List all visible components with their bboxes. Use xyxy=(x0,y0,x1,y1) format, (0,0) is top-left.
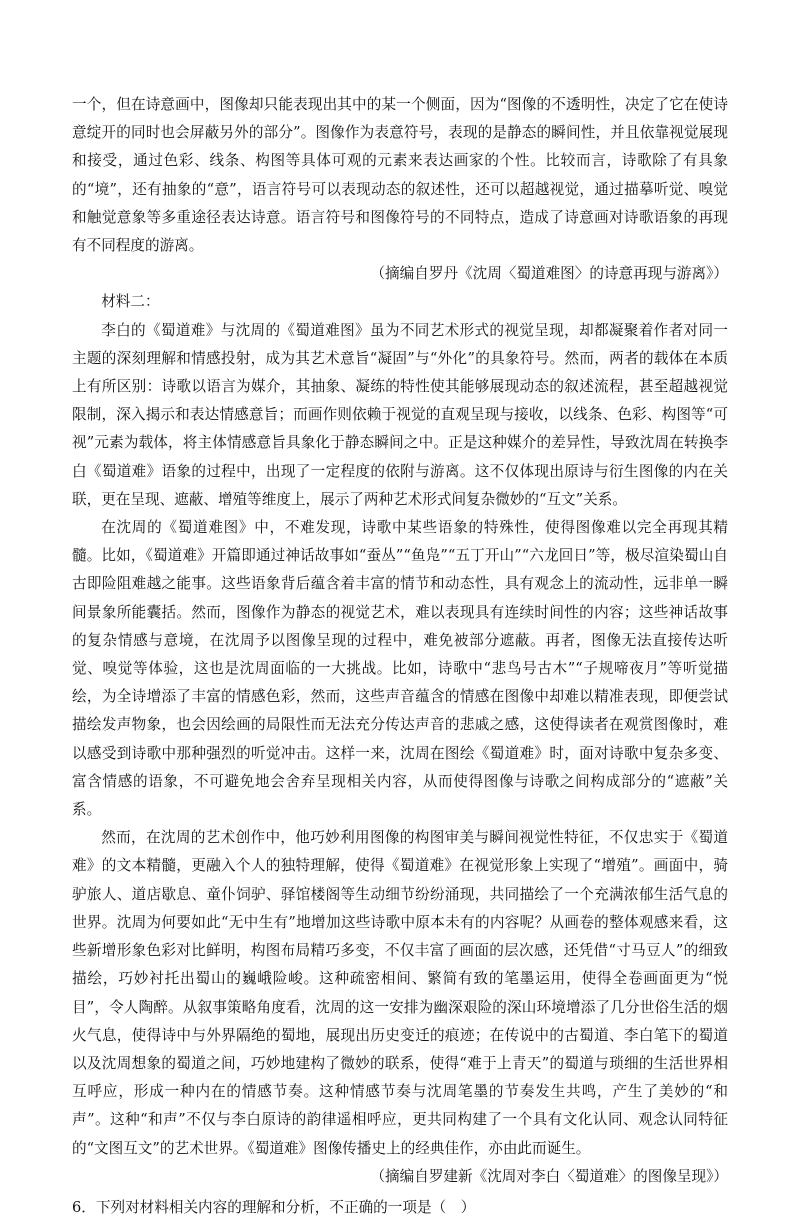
document-page xyxy=(72,91,728,1222)
material2-paragraph-1: 李白的《蜀道难》与沈周的《蜀道难图》虽为不同艺术形式的视觉呈现，却都凝聚着作者对同一主题的深刻理解和情感投射，成为其艺术意旨“凝固”与“外化”的具象符号。然而，两者的载体在本质上有所区别：诗歌以语言为媒介，其抽象、凝练的特性使其能够展现动态的叙述流程，甚至超越视觉限制，深入揭示和表达情感意旨；而画作则依赖于视觉的直观呈现与接收，以线条、色彩、构图等“可视”元素为载体，将主体情感意旨具象化于静态瞬间之中。正是这种媒介的差异性，导致沈周在转换李白《蜀道难》语象的过程中，出现了一定程度的依附与游离。这不仅体现出原诗与衍生图像的内在关联，更在呈现、遮蔽、增殖等维度上，展示了两种艺术形式间复杂微妙的“互文”关系。 xyxy=(72,321,728,508)
material2-source: （摘编自罗建新《沈周对李白〈蜀道难〉的图像呈现》） xyxy=(370,1167,728,1185)
question-6-stem: 6．下列对材料相关内容的理解和分析，不正确的一项是（ ） xyxy=(72,1198,476,1216)
material2-paragraph-2: 在沈周的《蜀道难图》中，不难发现，诗歌中某些语象的特殊性，使得图像难以完全再现其精髓。比如，《蜀道难》开篇即通过神话故事如“蚕丛”“鱼凫”“五丁开山”“六龙回日”等，极尽渲染蜀山自古即险阻难越之能事。这些语象背后蕴含着丰富的情节和动态性，具有观念上的流动性，远非单一瞬间景象所能囊括。然而，图像作为静态的视觉艺术，难以表现具有连续时间性的内容；这些神话故事的复杂情感与意境，在沈周予以图像呈现的过程中，难免被部分遮蔽。再者，图像无法直接传达听觉、嗅觉等体验，这也是沈周面临的一大挑战。比如，诗歌中“悲鸟号古木”“子规啼夜月”等听觉描绘，为全诗增添了丰富的情感色彩，然而，这些声音蕴含的情感在图像中却难以精准表现，即便尝试描绘发声物象，也会因绘画的局限性而无法充分传达声音的悲戚之感，这使得读者在观赏图像时，难以感受到诗歌中那种强烈的听觉冲击。这样一来，沈周在图绘《蜀道难》时，面对诗歌中复杂多变、富含情感的语象，不可避免地会舍弃呈现相关内容，从而使得图像与诗歌之间构成部分的“遮蔽”关系。 xyxy=(72,519,728,819)
material1-source: （摘编自罗丹《沈周〈蜀道难图〉的诗意再现与游离》） xyxy=(370,265,728,283)
material2-heading: 材料二： xyxy=(101,293,160,311)
material2-paragraph-3: 然而，在沈周的艺术创作中，他巧妙利用图像的构图审美与瞬间视觉性特征，不仅忠实于《蜀道难》的文本精髓，更融入个人的独特理解，使得《蜀道难》在视觉形象上实现了“增殖”。画面中，骑驴旅人、道店歇息、童仆饲驴、驿馆楼阁等生动细节纷纷涌现，共同描绘了一个充满浓郁生活气息的世界。沈周为何要如此“无中生有”地增加这些诗歌中原本未有的内容呢？从画卷的整体观感来看，这些新增形象色彩对比鲜明，构图布局精巧多变，不仅丰富了画面的层次感，还凭借“寸马豆人”的细致描绘，巧妙衬托出蜀山的巍峨险峻。这种疏密相间、繁简有致的笔墨运用，使得全卷画面更为“悦目”，令人陶醉。从叙事策略角度看，沈周的这一安排为幽深艰险的深山环境增添了几分世俗生活的烟火气息，使得诗中与外界隔绝的蜀地，展现出历史变迁的痕迹；在传说中的古蜀道、李白笔下的蜀道以及沈周想象的蜀道之间，巧妙地建构了微妙的联系，使得“难于上青天”的蜀道与琐细的生活世界相互呼应，形成一种内在的情感节奏。这种情感节奏与沈周笔墨的节奏发生共鸣，产生了美妙的“和声”。这种“和声”不仅与李白原诗的韵律遥相呼应，更共同构建了一个具有文化认同、观念认同特征的“文图互文”的艺术世界。《蜀道难》图像传播史上的经典佳作，亦由此而诞生。 xyxy=(72,829,728,1157)
material1-tail-paragraph: 一个，但在诗意画中，图像却只能表现出其中的某一个侧面，因为“图像的不透明性，决定了它在使诗意绽开的同时也会屏蔽另外的部分”。图像作为表意符号，表现的是静态的瞬间性，并且依靠视觉展现和接受，通过色彩、线条、构图等具体可观的元素来表达画家的个性。比较而言，诗歌除了有具象的“境”，还有抽象的“意”，语言符号可以表现动态的叙述性，还可以超越视觉，通过描摹听觉、嗅觉和触觉意象等多重途径表达诗意。语言符号和图像符号的不同特点，造成了诗意画对诗歌语象的再现有不同程度的游离。 xyxy=(72,96,728,255)
